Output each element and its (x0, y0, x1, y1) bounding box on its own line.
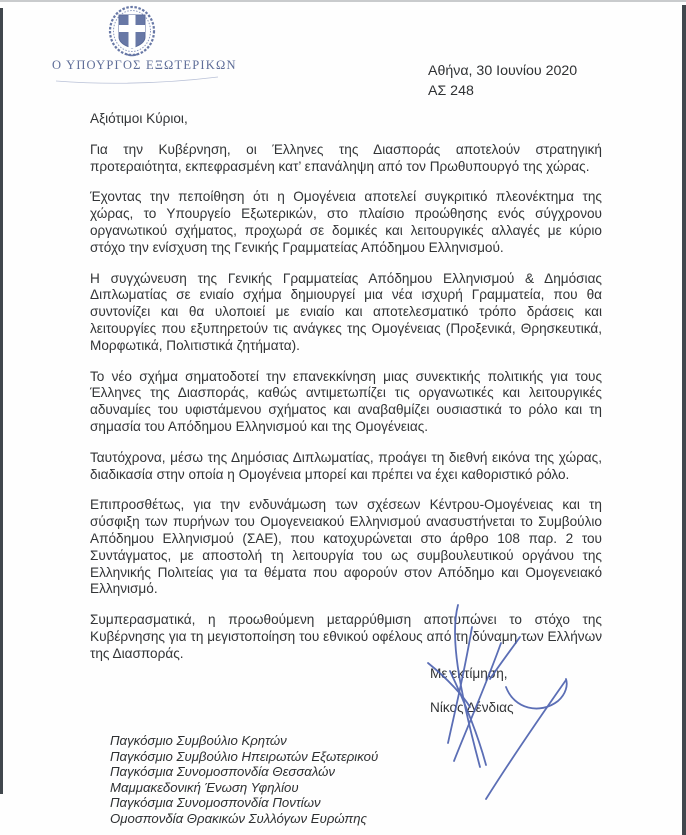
page-edge-top (0, 0, 686, 2)
closing-block (430, 666, 514, 715)
salutation: Αξιότιμοι Κύριοι, (90, 111, 188, 126)
page-edge-left (0, 8, 3, 794)
date-line: Αθήνα, 30 Ιουνίου 2020 (428, 63, 578, 79)
signer-name: Νίκος Δένδιας (430, 700, 514, 715)
letter-paragraph: Επιπροσθέτως, για την ενδυνάμωση των σχέσεων Κέντρου-Ομογένειας και τη σύσφιξη των πυρήνων του Ομογενειακού Ελληνισμού ανασυστήνεται το Συμβούλιο Απόδημου Ελληνισμού (ΣΑΕ), που κατοχυρώνεται στο άρθρο 108 παρ. 2 του Συντάγματος, με αποστολή τη λειτουργία του ως συμβουλευτικού οργάνου της Ελληνικής Πολιτείας για τα θέματα που αφορούν στον Απόδημο και Ομογενειακό Ελληνισμό. (90, 497, 602, 597)
letter-paragraph: Το νέο σχήμα σηματοδοτεί την επανεκκίνηση μιας συνεκτικής πολιτικής για τους Έλληνες της Διασποράς, καθώς αντιμετωπίζει τις οργανωτικές και λειτουργικές αδυναμίες του υφιστάμενου σχήματος και αναβαθμίζει ουσιαστικά το ρόλο και τη σημασία του Απόδημου Ελληνισμού και της Ομογένειας. (90, 368, 602, 434)
page-edge-right (682, 5, 686, 835)
letter-paragraph: Ταυτόχρονα, μέσω της Δημόσιας Διπλωματίας, προάγει τη διεθνή εικόνα της χώρας, διαδικασία στην οποία η Ομογένεια μπορεί και πρέπει να έχει καθοριστικό ρόλο. (90, 449, 602, 482)
letter-body (90, 111, 602, 677)
date-block (428, 61, 577, 101)
recipient-item: Παγκόσμια Συνομοσπονδία Ποντίων (110, 795, 321, 811)
protocol-number: ΑΣ 248 (428, 83, 474, 99)
recipient-item: Παγκόσμια Συνομοσπονδία Θεσσαλών (110, 764, 335, 780)
greek-coat-of-arms-icon (106, 5, 158, 57)
letter-paragraph: Έχοντας την πεποίθηση ότι η Ομογένεια αποτελεί συγκριτικό πλεονέκτημα της χώρας, το Υπουργείο Εξωτερικών, στο πλαίσιο προώθησης ενός σύγχρονου οργανωτικού σχήματος, προχωρά σε δομικές και λειτουργικές αλλαγές με κύριο στόχο την ενίσχυση της Γενικής Γραμματείας Απόδημου Ελληνισμού. (90, 189, 602, 255)
letter-paragraph: Για την Κυβέρνηση, οι Έλληνες της Διασποράς αποτελούν στρατηγική προτεραιότητα, εκπεφρασμένη κατ’ επανάληψη από τον Πρωθυπουργό της χώρας. (90, 141, 602, 174)
recipient-item: Παγκόσμιο Συμβούλιο Κρητών (110, 733, 287, 748)
letter-paragraph: Συμπερασματικά, η προωθούμενη μεταρρύθμιση αποτυπώνει το στόχο της Κυβέρνησης για τη μεγιστοποίηση του εθνικού οφέλους από τη δύναμη των Ελλήνων της Διασποράς. (90, 612, 602, 661)
letter-paragraph: Η συγχώνευση της Γενικής Γραμματείας Απόδημου Ελληνισμού & Δημόσιας Διπλωματίας σε ενιαίο σχήμα δημιουργεί μια νέα ισχυρή Γραμματεία, που θα συντονίζει και θα υλοποιεί με ενιαίο και αποτελεσματικό τρόπο δράσεις και λειτουργίες που εξυπηρετούν τις ανάγκες της Ομογένειας (Προξενικά, Θρησκευτικά, Μορφωτικά, Πολιτιστικά ζητήματα). (90, 270, 602, 353)
recipient-item: Μαμμακεδονική Ένωση Υφηλίου (110, 779, 299, 795)
title-flourish (52, 72, 222, 86)
valediction: Με εκτίμηση, (430, 666, 508, 681)
recipient-item: Παγκόσμιο Συμβούλιο Ηπειρωτών Εξωτερικού (110, 748, 379, 764)
recipient-list (110, 733, 378, 827)
sender-title: Ο ΥΠΟΥΡΓΟΣ ΕΞΩΤΕΡΙΚΩΝ (52, 58, 237, 72)
recipient-item: Ομοσπονδία Θρακικών Συλλόγων Ευρώπης (110, 810, 367, 826)
